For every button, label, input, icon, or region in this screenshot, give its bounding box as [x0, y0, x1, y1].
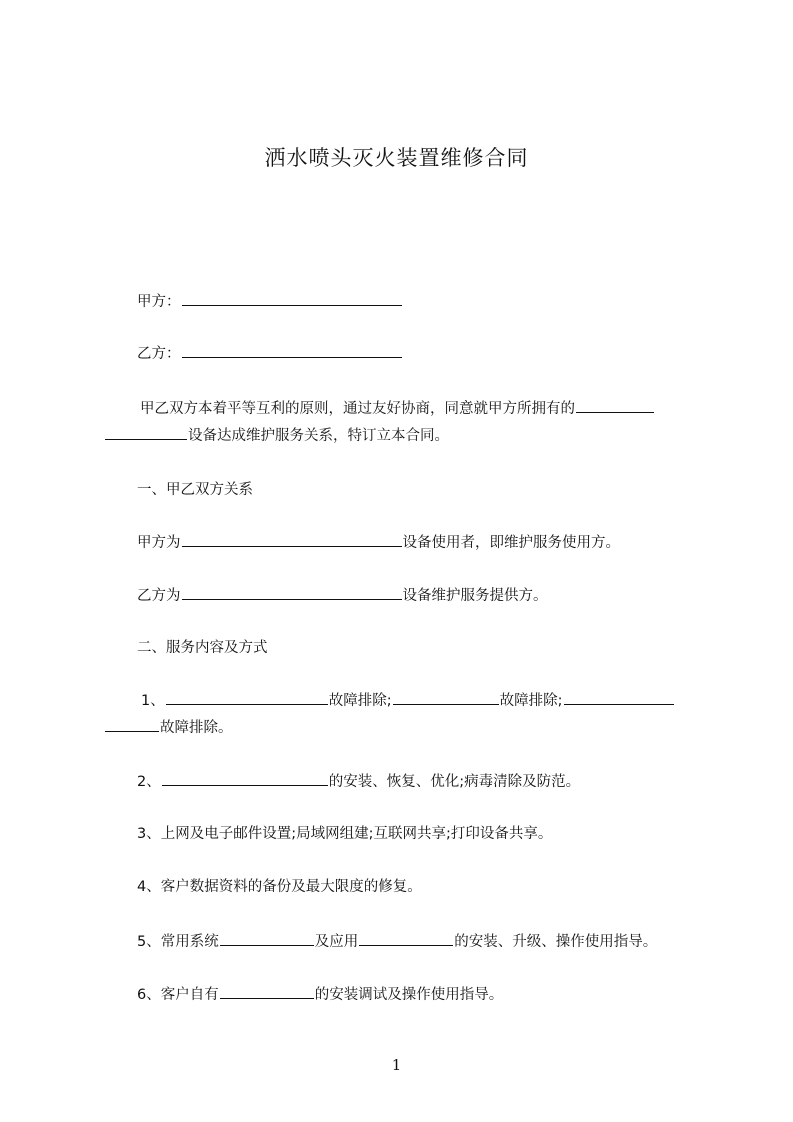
section1-a-blank [182, 532, 402, 547]
item5-prefix: 5、常用系统 [137, 934, 219, 950]
equipment-blank-a [576, 398, 654, 413]
section1-a-suffix: 设备使用者，即维护服务使用方。 [402, 535, 620, 551]
item5-blank-2 [359, 931, 453, 946]
item2-prefix: 2、 [137, 774, 161, 790]
item1-blank-1 [166, 690, 328, 705]
intro-line-1 [140, 398, 655, 419]
section1-b-suffix: 设备维护服务提供方。 [402, 588, 548, 604]
section1-a-prefix: 甲方为 [137, 535, 181, 551]
section1-heading: 一、甲乙双方关系 [137, 482, 253, 498]
section1-b-prefix: 乙方为 [137, 588, 181, 604]
item6-line [137, 984, 503, 1005]
party-a-blank [182, 291, 402, 306]
item6-suffix: 的安装调试及操作使用指导。 [314, 987, 504, 1003]
party-b-blank [182, 343, 402, 358]
item1-blank-4 [105, 717, 159, 732]
section1-b-blank [182, 585, 402, 600]
page-number: 1 [391, 1056, 402, 1074]
item1-blank-2 [393, 690, 499, 705]
item5-suffix: 的安装、升级、操作使用指导。 [454, 934, 658, 950]
item1-blank-3 [564, 690, 674, 705]
item6-prefix: 6、客户自有 [137, 987, 219, 1003]
item1-mid2: 故障排除; [499, 693, 563, 709]
section1-b-line [137, 585, 548, 606]
document-title: 洒水喷头灭火装置维修合同 [264, 146, 529, 170]
item2-line [137, 771, 580, 792]
equipment-blank-b [105, 425, 187, 440]
item1-end: 故障排除。 [160, 720, 233, 736]
item1-line-2 [104, 717, 233, 738]
item1-prefix: 1、 [141, 693, 165, 709]
section1-a-line [137, 532, 620, 553]
item3-line: 3、上网及电子邮件设置;局域网组建;互联网共享;打印设备共享。 [137, 826, 553, 842]
party-b-label: 乙方： [137, 346, 181, 362]
section2-heading: 二、服务内容及方式 [137, 640, 268, 656]
item6-blank [220, 984, 314, 999]
party-b-line [137, 343, 403, 364]
item1-mid1: 故障排除; [328, 693, 392, 709]
intro-text-1: 甲乙双方本着平等互利的原则，通过友好协商，同意就甲方所拥有的 [140, 401, 575, 417]
party-a-line [137, 291, 403, 312]
item2-suffix: 的安装、恢复、优化;病毒清除及防范。 [328, 774, 581, 790]
party-a-label: 甲方： [137, 294, 181, 310]
item5-blank-1 [220, 931, 314, 946]
item5-mid: 及应用 [314, 934, 359, 950]
item5-line [137, 931, 657, 952]
item1-line-1 [141, 690, 675, 711]
intro-text-2: 设备达成维护服务关系，特订立本合同。 [188, 428, 449, 444]
item2-blank [162, 771, 328, 786]
item4-line: 4、客户数据资料的备份及最大限度的修复。 [137, 879, 422, 895]
intro-line-2 [104, 425, 449, 446]
